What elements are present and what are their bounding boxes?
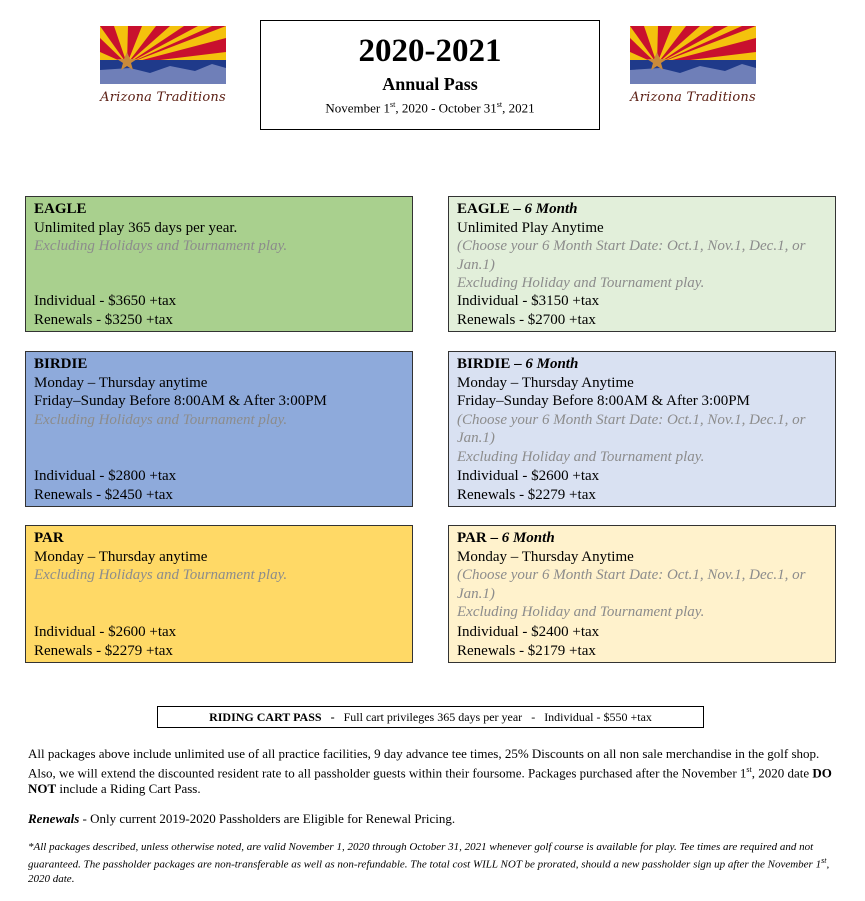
individual-price: Individual - $2600 +tax	[34, 624, 177, 640]
renewals-note: Renewals - Only current 2019-2020 Passholders are Eligible for Renewal Pricing.	[28, 811, 456, 826]
pass-name: EAGLE	[34, 201, 87, 217]
title-box	[260, 20, 600, 130]
pass-note: Excluding Holiday and Tournament play.	[457, 275, 705, 291]
pass-prices	[34, 623, 176, 660]
renewal-price: Renewals - $2700 +tax	[457, 311, 596, 328]
logo-text: Arizona Traditions	[100, 90, 226, 105]
individual-price: Individual - $2800 +tax	[34, 468, 177, 484]
par-pass-card	[25, 525, 413, 663]
logo-text: Arizona Traditions	[630, 90, 756, 105]
pass-prices	[34, 467, 176, 504]
individual-price: Individual - $2400 +tax	[457, 624, 600, 640]
pass-note: (Choose your 6 Month Start Date: Oct.1, Nov.1, Dec.1, or Jan.1)	[457, 567, 806, 602]
pass-note: Excluding Holiday and Tournament play.	[457, 604, 705, 620]
cart-pass-price: Individual - $550 +tax	[544, 710, 652, 724]
pass-prices	[457, 623, 599, 660]
page-subtitle: Annual Pass	[382, 74, 478, 94]
pass-note: (Choose your 6 Month Start Date: Oct.1, Nov.1, Dec.1, or Jan.1)	[457, 238, 806, 273]
pass-description: Monday – Thursday anytime	[34, 548, 208, 565]
arizona-flag-icon	[630, 26, 756, 84]
individual-price: Individual - $3150 +tax	[457, 293, 600, 309]
page-title: 2020-2021	[358, 33, 502, 69]
renewal-price: Renewals - $3250 +tax	[34, 311, 173, 328]
package-info-paragraph: All packages above include unlimited use of all practice facilities, 9 day advance tee times, 25% Discounts on all non sale merchandise in the golf shop. Also, we will extend the discounted resident rate to all passholder guests within their foursome. Packages purchased after the November 1st, 2020 date DO NOT include a Riding Cart Pass.	[28, 746, 832, 797]
cart-pass-label: RIDING CART PASS	[209, 710, 322, 724]
renewal-price: Renewals - $2279 +tax	[457, 486, 596, 503]
pass-note: Excluding Holidays and Tournament play.	[34, 238, 288, 254]
pass-name: BIRDIE	[34, 356, 88, 372]
valid-dates: November 1st, 2020 - October 31st, 2021	[325, 100, 535, 116]
pass-description: Unlimited Play Anytime	[457, 219, 604, 236]
birdie-pass-card	[25, 351, 413, 507]
pass-description: Monday – Thursday anytime	[34, 374, 208, 391]
individual-price: Individual - $3650 +tax	[34, 293, 177, 309]
pass-note: (Choose your 6 Month Start Date: Oct.1, Nov.1, Dec.1, or Jan.1)	[457, 411, 806, 446]
pass-description: Monday – Thursday Anytime	[457, 548, 634, 565]
par-6-month-pass-card	[448, 525, 836, 663]
pass-note: Excluding Holidays and Tournament play.	[34, 567, 288, 583]
eagle-6-month-pass-card	[448, 196, 836, 332]
pass-name: PAR – 6 Month	[457, 530, 555, 546]
arizona-flag-icon	[100, 26, 226, 84]
arizona-traditions-logo-left	[100, 26, 226, 116]
pass-prices	[457, 292, 599, 329]
renewal-price: Renewals - $2179 +tax	[457, 642, 596, 659]
fine-print: *All packages described, unless otherwise noted, are valid November 1, 2020 through October 31, 2021 whenever golf course is available for play. Tee times are required and not guaranteed. The passholder packages are non-transferable as well as non-refundable. The total cost WILL NOT be prorated, should a new passholder sign up after the November 1st, 2020 date.	[28, 841, 830, 885]
pass-name: BIRDIE – 6 Month	[457, 356, 579, 372]
riding-cart-pass-box: RIDING CART PASS - Full cart privileges 365 days per year - Individual - $550 +tax	[157, 706, 704, 728]
birdie-6-month-pass-card	[448, 351, 836, 507]
pass-prices	[34, 292, 176, 329]
pass-description: Unlimited play 365 days per year.	[34, 219, 238, 236]
pass-description: Monday – Thursday Anytime	[457, 374, 634, 391]
pass-prices	[457, 467, 599, 504]
pass-name: EAGLE – 6 Month	[457, 201, 578, 217]
pass-note: Excluding Holidays and Tournament play.	[34, 411, 288, 428]
individual-price: Individual - $2600 +tax	[457, 468, 600, 484]
pass-description: Friday–Sunday Before 8:00AM & After 3:00PM	[34, 393, 327, 409]
eagle-pass-card	[25, 196, 413, 332]
pass-name: PAR	[34, 530, 64, 546]
renewal-price: Renewals - $2450 +tax	[34, 486, 173, 503]
arizona-traditions-logo-right	[630, 26, 756, 116]
pass-description: Friday–Sunday Before 8:00AM & After 3:00PM	[457, 393, 750, 409]
cart-pass-description: Full cart privileges 365 days per year	[343, 710, 523, 724]
renewal-price: Renewals - $2279 +tax	[34, 642, 173, 659]
pass-note: Excluding Holiday and Tournament play.	[457, 448, 705, 465]
